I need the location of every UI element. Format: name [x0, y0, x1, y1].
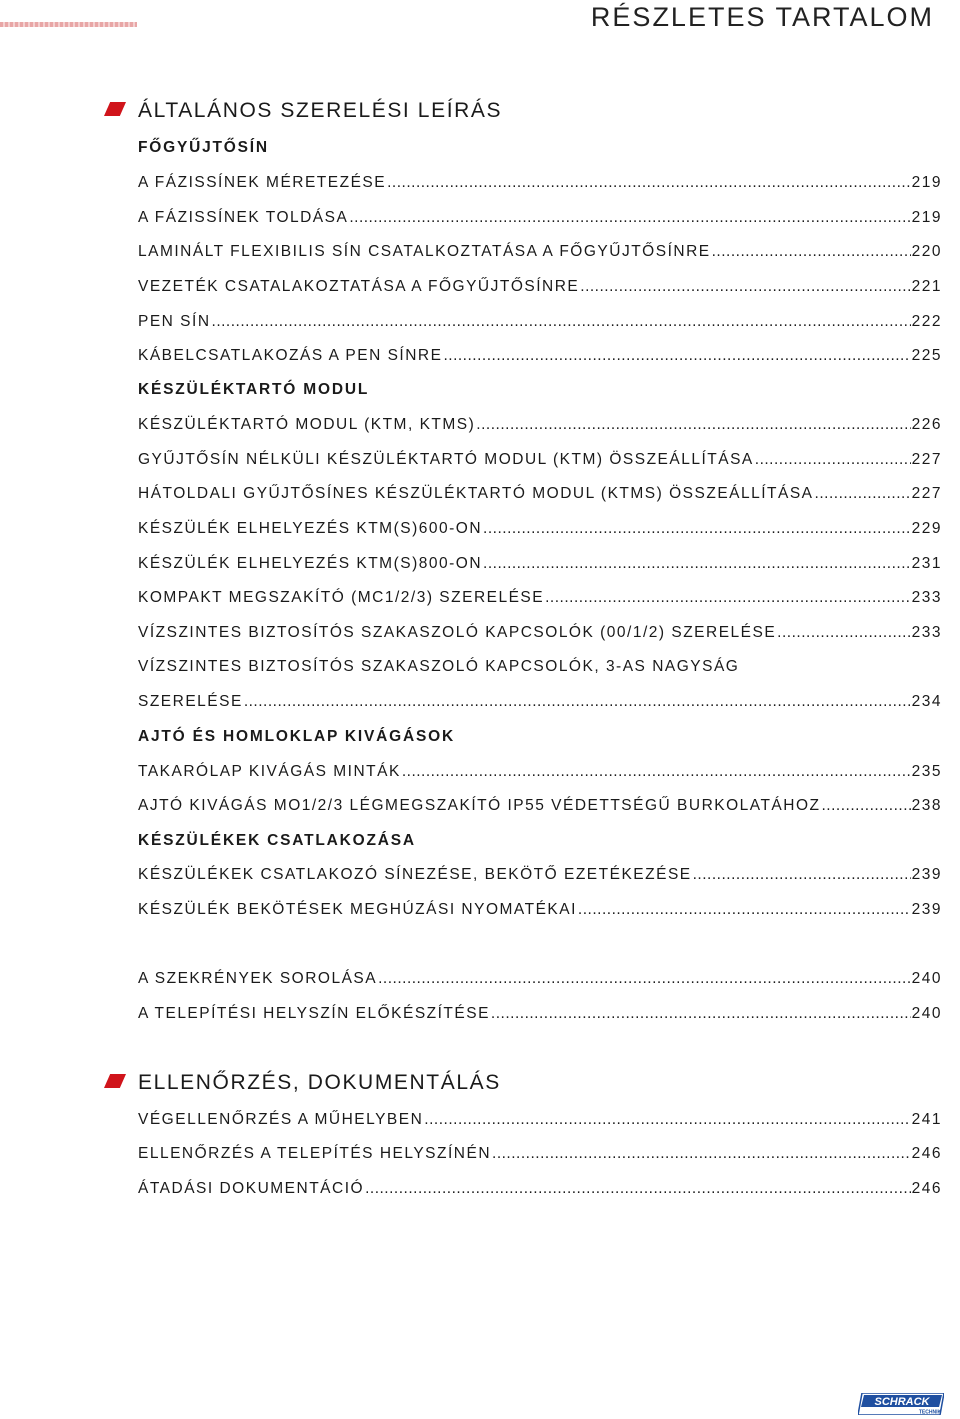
toc-entry[interactable]: [138, 1004, 942, 1024]
dot-leader: [492, 1144, 911, 1164]
section-title: ÁLTALÁNOS SZERELÉSI LEÍRÁS: [138, 99, 503, 122]
toc-entry[interactable]: [138, 519, 942, 539]
logo-brand-text: SCHRACK: [874, 1396, 930, 1408]
toc-entry-page: 221: [911, 278, 942, 295]
toc-entry-page: 219: [911, 209, 942, 226]
dot-leader: [822, 796, 911, 816]
dot-leader: [545, 588, 911, 608]
toc-entry-page: 233: [911, 624, 942, 641]
section-inspection-documentation: [0, 1070, 960, 1100]
toc-entry-page: 238: [911, 797, 942, 814]
toc-entry-page: 231: [911, 555, 942, 572]
toc-entry[interactable]: [138, 312, 942, 332]
subheading-door-cutouts: AJTÓ ÉS HOMLOKLAP KIVÁGÁSOK: [138, 728, 456, 745]
toc-entry[interactable]: [138, 796, 942, 816]
toc-entry-page: 234: [911, 693, 942, 710]
toc-entry-title: GYŰJTŐSÍN NÉLKÜLI KÉSZÜLÉKTARTÓ MODUL (KTM) ÖSSZEÁLLÍTÁSA: [138, 451, 754, 468]
toc-entry[interactable]: [138, 554, 942, 574]
toc-entry-title: A FÁZISSÍNEK MÉRETEZÉSE: [138, 174, 387, 191]
toc-entry-title: KOMPAKT MEGSZAKÍTÓ (MC1/2/3) SZERELÉSE: [138, 589, 545, 606]
subheading-device-connection: KÉSZÜLÉKEK CSATLAKOZÁSA: [138, 832, 416, 849]
dot-leader: [712, 242, 911, 262]
dot-leader: [212, 312, 911, 332]
toc-entry-page: 240: [911, 970, 942, 987]
toc-entry[interactable]: [138, 484, 942, 504]
dot-leader: [424, 1110, 910, 1130]
toc-entry[interactable]: [138, 1110, 942, 1130]
toc-entry-title: LAMINÁLT FLEXIBILIS SÍN CSATALKOZTATÁSA A FŐGYŰJTŐSÍNRE: [138, 243, 711, 260]
toc-entry-page: 227: [911, 451, 942, 468]
toc-entry-title: KÉSZÜLÉK BEKÖTÉSEK MEGHÚZÁSI NYOMATÉKAI: [138, 901, 577, 918]
toc-entry[interactable]: [138, 277, 942, 297]
toc-entry[interactable]: [138, 692, 942, 712]
dot-leader: [387, 173, 911, 193]
logo-sub-text: TECHNIK: [918, 1409, 942, 1415]
toc-entry-title: AJTÓ KIVÁGÁS MO1/2/3 LÉGMEGSZAKÍTÓ IP55 VÉDETTSÉGŰ BURKOLATÁHOZ: [138, 797, 821, 814]
section-marker-icon: [104, 1074, 126, 1088]
dot-leader: [777, 623, 910, 643]
header-stripe: [0, 22, 137, 27]
toc-entry-title: A TELEPÍTÉSI HELYSZÍN ELŐKÉSZÍTÉSE: [138, 1005, 490, 1022]
toc-entry[interactable]: [138, 969, 942, 989]
toc-entry-title: SZERELÉSE: [138, 693, 243, 710]
dot-leader: [483, 554, 911, 574]
toc-entry-title: ÁTADÁSI DOKUMENTÁCIÓ: [138, 1180, 365, 1197]
toc-entry[interactable]: [138, 242, 942, 262]
toc-entry-title: VÍZSZINTES BIZTOSÍTÓS SZAKASZOLÓ KAPCSOLÓK (00/1/2) SZERELÉSE: [138, 624, 777, 641]
section-title: ELLENŐRZÉS, DOKUMENTÁLÁS: [138, 1071, 501, 1094]
dot-leader: [580, 277, 910, 297]
toc-entry[interactable]: [138, 623, 942, 643]
dot-leader: [365, 1179, 911, 1199]
toc-entry-title: PEN SÍN: [138, 313, 211, 330]
toc-entry-page: 225: [911, 347, 942, 364]
dot-leader: [483, 519, 911, 539]
dot-leader: [815, 484, 911, 504]
page-title: RÉSZLETES TARTALOM: [590, 2, 934, 32]
dot-leader: [402, 762, 911, 782]
toc-entry-page: 240: [911, 1005, 942, 1022]
subheading-device-module: KÉSZÜLÉKTARTÓ MODUL: [138, 381, 370, 398]
dot-leader: [578, 900, 911, 920]
toc-entry-page: 246: [911, 1145, 942, 1162]
dot-leader: [693, 865, 911, 885]
toc-entry-title: KÁBELCSATLAKOZÁS A PEN SÍNRE: [138, 347, 443, 364]
toc-entry[interactable]: [138, 208, 942, 228]
toc-entry-page: 239: [911, 866, 942, 883]
toc-entry-title: VÉGELLENŐRZÉS A MŰHELYBEN: [138, 1111, 424, 1128]
section-general-assembly: [0, 98, 960, 128]
toc-entry-title: VEZETÉK CSATALAKOZTATÁSA A FŐGYŰJTŐSÍNRE: [138, 278, 580, 295]
toc-entry[interactable]: [138, 173, 942, 193]
dot-leader: [443, 346, 910, 366]
toc-entry[interactable]: [138, 346, 942, 366]
dot-leader: [755, 450, 911, 470]
toc-entry[interactable]: [138, 900, 942, 920]
toc-entry-title: A FÁZISSÍNEK TOLDÁSA: [138, 209, 349, 226]
toc-entry-page: 233: [911, 589, 942, 606]
section-marker-icon: [104, 102, 126, 116]
toc-entry-title: ELLENŐRZÉS A TELEPÍTÉS HELYSZÍNÉN: [138, 1145, 492, 1162]
dot-leader: [349, 208, 910, 228]
toc-entry-page: 241: [911, 1111, 942, 1128]
toc-entry-page: 227: [911, 485, 942, 502]
toc-entry-page: 219: [911, 174, 942, 191]
toc-entry[interactable]: [138, 415, 942, 435]
dot-leader: [491, 1004, 911, 1024]
toc-entry[interactable]: [138, 1179, 942, 1199]
toc-entry[interactable]: [138, 762, 942, 782]
toc-entry[interactable]: [138, 450, 942, 470]
toc-entry[interactable]: [138, 588, 942, 608]
subheading-main-busbar: FŐGYŰJTŐSÍN: [138, 139, 269, 156]
dot-leader: [244, 692, 911, 712]
toc-entry-title: KÉSZÜLÉKEK CSATLAKOZÓ SÍNEZÉSE, BEKÖTŐ EZETÉKEZÉSE: [138, 866, 692, 883]
toc-entry-page: 220: [911, 243, 942, 260]
toc-entry-page: 239: [911, 901, 942, 918]
toc-entry-title: KÉSZÜLÉK ELHELYEZÉS KTM(S)600-ON: [138, 520, 483, 537]
toc-entry-title: HÁTOLDALI GYŰJTŐSÍNES KÉSZÜLÉKTARTÓ MODUL (KTMS) ÖSSZEÁLLÍTÁSA: [138, 485, 814, 502]
toc-entry-page: 226: [911, 416, 942, 433]
toc-entry-title: A SZEKRÉNYEK SOROLÁSA: [138, 970, 378, 987]
toc-entry[interactable]: [138, 865, 942, 885]
dot-leader: [378, 969, 911, 989]
toc-entry-page: 229: [911, 520, 942, 537]
toc-entry-page: 222: [911, 313, 942, 330]
toc-entry-title: KÉSZÜLÉKTARTÓ MODUL (KTM, KTMS): [138, 416, 476, 433]
toc-entry-title: KÉSZÜLÉK ELHELYEZÉS KTM(S)800-ON: [138, 555, 483, 572]
toc-entry-title: TAKARÓLAP KIVÁGÁS MINTÁK: [138, 763, 401, 780]
toc-entry-title-line1[interactable]: VÍZSZINTES BIZTOSÍTÓS SZAKASZOLÓ KAPCSOLÓK, 3-AS NAGYSÁG: [138, 658, 740, 675]
schrack-logo: [858, 1393, 944, 1415]
toc-entry-page: 235: [911, 763, 942, 780]
dot-leader: [476, 415, 910, 435]
toc-entry[interactable]: [138, 1144, 942, 1164]
toc-entry-page: 246: [911, 1180, 942, 1197]
